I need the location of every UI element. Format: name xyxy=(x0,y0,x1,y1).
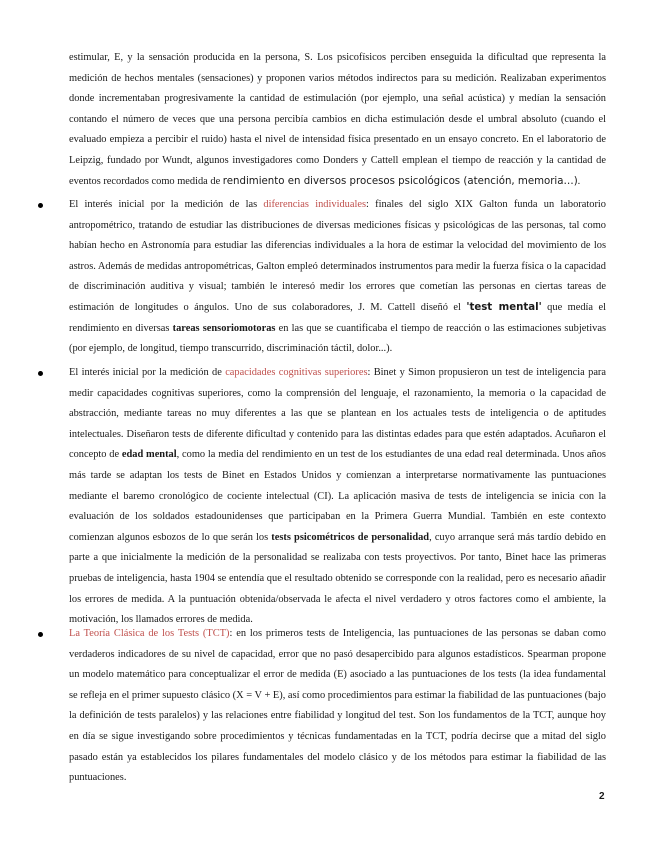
item2-text-c: , como la media del rendimiento en un test de los estudiantes de una edad real determinada. Unos años más tarde se adaptan los tests de Binet en Estados Unidos y comienzan a interpretarse normativamente las puntuaciones mediante el baremo cronológico de cociente intelectual (CI). La aplicación masiva de tests de inteligencia se inicia con la evaluación de los soldados estadounidenses que participaban en la Primera Guerra Mundial. También en este contexto comienzan algunos esbozos de lo que serán los xyxy=(69,449,606,543)
bullet-icon xyxy=(38,632,43,637)
bullet-icon xyxy=(38,203,43,208)
intro-text: estimular, E, y la sensación producida en la persona, S. Los psicofísicos perciben enseguida la dificultad que representa la medición de hechos mentales (sensaciones) y proponen varios métodos indirectos para su medición. Realizaban experimentos donde incrementaban progresivamente la cantidad de estimulación (por ejemplo, una señal acústica) y medían la sensación contando el número de veces que una persona percibía cambios en dicha estimulación desde el umbral absoluto (cuando el evaluado empieza a percibir el ruido) hasta el nivel de intensidad física presentado en un ensayo concreto. En el laboratorio de Leipzig, fundado por Wundt, algunos investigadores como Donders y Cattell emplean el tiempo de reacción y la cantidad de eventos recordados como medida de xyxy=(69,52,606,187)
page-number: 2 xyxy=(599,791,605,802)
item2-bold-edad-mental: edad mental xyxy=(121,449,177,461)
list-item-diferencias-individuales xyxy=(69,195,606,360)
item1-text-d: en las que se cuantificaba el tiempo de reacción o las estimaciones subjetivas (por ejemplo, de longitud, tiempo transcurrido, discriminación táctil, dolor...). xyxy=(69,322,606,355)
item1-test-mental: 'test mental' xyxy=(466,301,542,313)
intro-emphasis: rendimiento en diversos procesos psicológicos (atención, memoria…) xyxy=(222,175,578,187)
item2-bold-tests-personalidad: tests psicométricos de personalidad xyxy=(271,531,430,543)
item3-text-a: : en los primeros tests de Inteligencia, las puntuaciones de las personas se daban como verdaderos indicadores de su nivel de capacidad, error que no pasó desapercibido para algunos estadísticos. Spearman propone un modelo matemático para conceptualizar el error de medida (E) asociado a las puntuaciones de los tests (la idea fundamental se refleja en el primer supuesto clásico (X = V + E), así como procedimientos para estimar la fiabilidad de las puntuaciones (bajo la definición de tests paralelos) y las relaciones entre fiabilidad y longitud del test. Son los fundamentos de la TCT, aunque hoy en día se sigue investigando sobre procedimientos y técnicas fundamentadas en la TCT, podría decirse que a mitad del siglo pasado están ya establecidos los pilares fundamentales del modelo clásico y de los métodos para estimar la fiabilidad de las puntuaciones. xyxy=(69,628,606,784)
item2-highlight: capacidades cognitivas superiores xyxy=(225,367,368,378)
item1-highlight: diferencias individuales xyxy=(263,199,367,210)
item1-text-c: que medía el rendimiento en diversas xyxy=(69,301,606,334)
bullet-icon xyxy=(38,371,43,376)
item1-text-b: : finales del siglo XIX Galton funda un laboratorio antropométrico, tratando de estudiar las distribuciones de diversas mediciones físicas y psicológicas de las personas, tal como habían hecho en Astronomía para estudiar las diferencias individuales a la hora de estimar la velocidad del movimiento de los astros. Además de medidas antropométricas, Galton empleó determinados instrumentos para medir la fuerza física o la capacidad de discriminación auditiva y visual; también le interesó medir los errores que cometían las personas en ciertas tareas de estimación de longitudes o ángulos. Uno de sus colaboradores, J. M. Cattell diseñó el xyxy=(69,199,606,313)
item3-highlight: La Teoría Clásica de los Tests (TCT) xyxy=(69,628,230,639)
item2-text-d: , cuyo arranque será más tardío debido en parte a que inicialmente la medición de la personalidad se realizaba con tests proyectivos. Por tanto, Binet hace las primeras pruebas de inteligencia, hasta 1904 se entendía que el resultado obtenido se corresponde con la realidad, pero es necesario añadir los errores de medida. A la puntuación obtenida/observada le afecta el nivel verdadero y otros factores como el ambiente, la motivación, los llamados errores de medida. xyxy=(69,531,606,626)
list-item-tct xyxy=(69,624,606,789)
list-item-capacidades-cognitivas xyxy=(69,363,606,631)
item1-text-a: El interés inicial por la medición de las xyxy=(69,199,264,210)
intro-end: . xyxy=(577,175,581,187)
intro-paragraph xyxy=(69,48,606,192)
item2-text-b: : Binet y Simon propusieron un test de inteligencia para medir capacidades cognitivas superiores, como la comprensión del lenguaje, el razonamiento, la memoria o la capacidad de abstracción, mediante tareas no muy diferentes a las que se plantean en los actuales tests de inteligencia o de aptitudes intelectuales. Diseñaron tests de diferente dificultad y contenido para las distintas edades para que estén adaptados. Acuñaron el concepto de xyxy=(69,367,607,461)
item2-text-a: El interés inicial por la medición de xyxy=(69,367,226,378)
item1-bold: tareas sensoriomotoras xyxy=(172,322,276,334)
